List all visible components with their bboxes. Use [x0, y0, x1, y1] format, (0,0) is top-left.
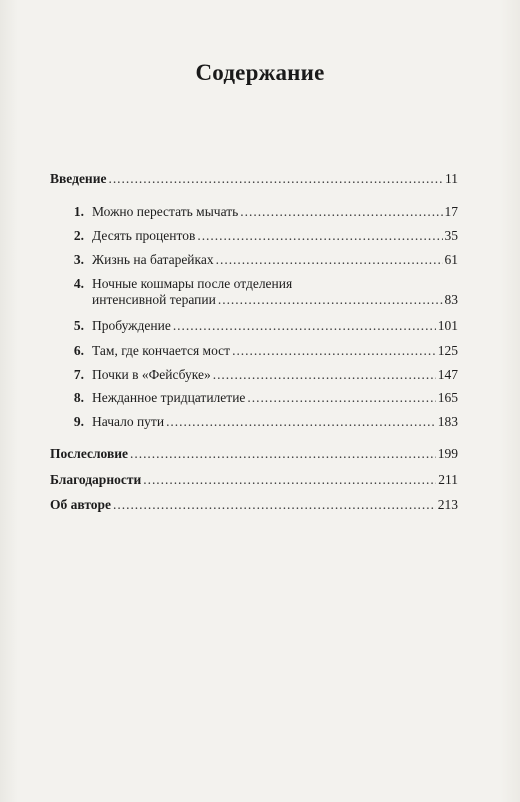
chapter-number: 7. — [73, 367, 84, 382]
toc-page-number: 199 — [437, 446, 458, 461]
chapter-number: 9. — [73, 414, 84, 429]
toc-entry-chapter-7 — [50, 367, 458, 383]
dot-leader — [213, 367, 436, 383]
toc-page-number: 165 — [437, 390, 458, 405]
toc-page-number: 147 — [437, 367, 458, 382]
toc-entry-label: Начало пути — [92, 414, 165, 429]
chapter-number: 3. — [73, 252, 84, 267]
toc-page-number: 83 — [444, 292, 458, 307]
dot-leader — [218, 292, 443, 308]
toc-entry-acknowledgements — [50, 472, 458, 488]
toc-entry-label: интенсивной терапии — [92, 292, 216, 307]
toc-entry-about-author — [50, 497, 458, 513]
toc-page-number: 101 — [437, 318, 458, 333]
toc-entry-label: Нежданное тридцатилетие — [92, 390, 246, 405]
dot-leader — [197, 228, 442, 244]
toc-entry-label: Благодарности — [50, 472, 142, 487]
chapter-number: 2. — [73, 228, 84, 243]
chapter-number: 1. — [73, 204, 84, 219]
dot-leader — [247, 390, 435, 406]
toc-page-number: 11 — [445, 171, 458, 186]
toc-entry-label: Об авторе — [50, 497, 112, 512]
dot-leader — [113, 497, 436, 513]
toc-entry-chapter-2 — [50, 228, 458, 244]
dot-leader — [130, 446, 436, 462]
dot-leader — [216, 252, 443, 268]
toc-entry-label: Почки в «Фейсбуке» — [92, 367, 211, 382]
toc-page-number: 213 — [437, 497, 458, 512]
dot-leader — [143, 472, 436, 488]
dot-leader — [173, 318, 436, 334]
toc-entry-label: Послесловие — [50, 446, 129, 461]
toc-entry-label: Там, где кончается мост — [92, 343, 231, 358]
toc-entry-chapter-9 — [50, 414, 458, 430]
toc-entry-chapter-1 — [50, 204, 458, 220]
toc-page-number: 35 — [444, 228, 458, 243]
chapter-number: 5. — [73, 318, 84, 333]
toc-entry-chapter-5 — [50, 318, 458, 334]
page-title: Содержание — [195, 60, 325, 85]
toc-entry-chapter-6 — [50, 343, 458, 359]
dot-leader — [108, 171, 443, 187]
toc-entry-label: Десять процентов — [92, 228, 196, 243]
chapter-number: 8. — [73, 390, 84, 405]
toc-entry-label: Можно перестать мычать — [92, 204, 239, 219]
toc-page-number: 61 — [444, 252, 458, 267]
toc-entry-chapter-8 — [50, 390, 458, 406]
dot-leader — [240, 204, 442, 220]
toc-entry-chapter-3 — [50, 252, 458, 268]
toc-page-number: 211 — [438, 472, 458, 487]
dot-leader — [232, 343, 436, 359]
toc-entry-label: Жизнь на батарейках — [92, 252, 214, 267]
chapter-number: 6. — [73, 343, 84, 358]
toc-entry-afterword — [50, 446, 458, 462]
chapter-number: 4. — [73, 276, 84, 291]
toc-entry-chapter-4 — [50, 276, 458, 308]
toc-entry-label-line1: Ночные кошмары после отделения — [92, 276, 293, 291]
toc-entry-label: Пробуждение — [92, 318, 171, 333]
toc-page-number: 17 — [444, 204, 458, 219]
toc-page-number: 183 — [437, 414, 458, 429]
toc-entry-introduction — [50, 171, 458, 187]
dot-leader — [166, 414, 436, 430]
toc-page-number: 125 — [437, 343, 458, 358]
toc-entry-label: Введение — [50, 171, 107, 186]
